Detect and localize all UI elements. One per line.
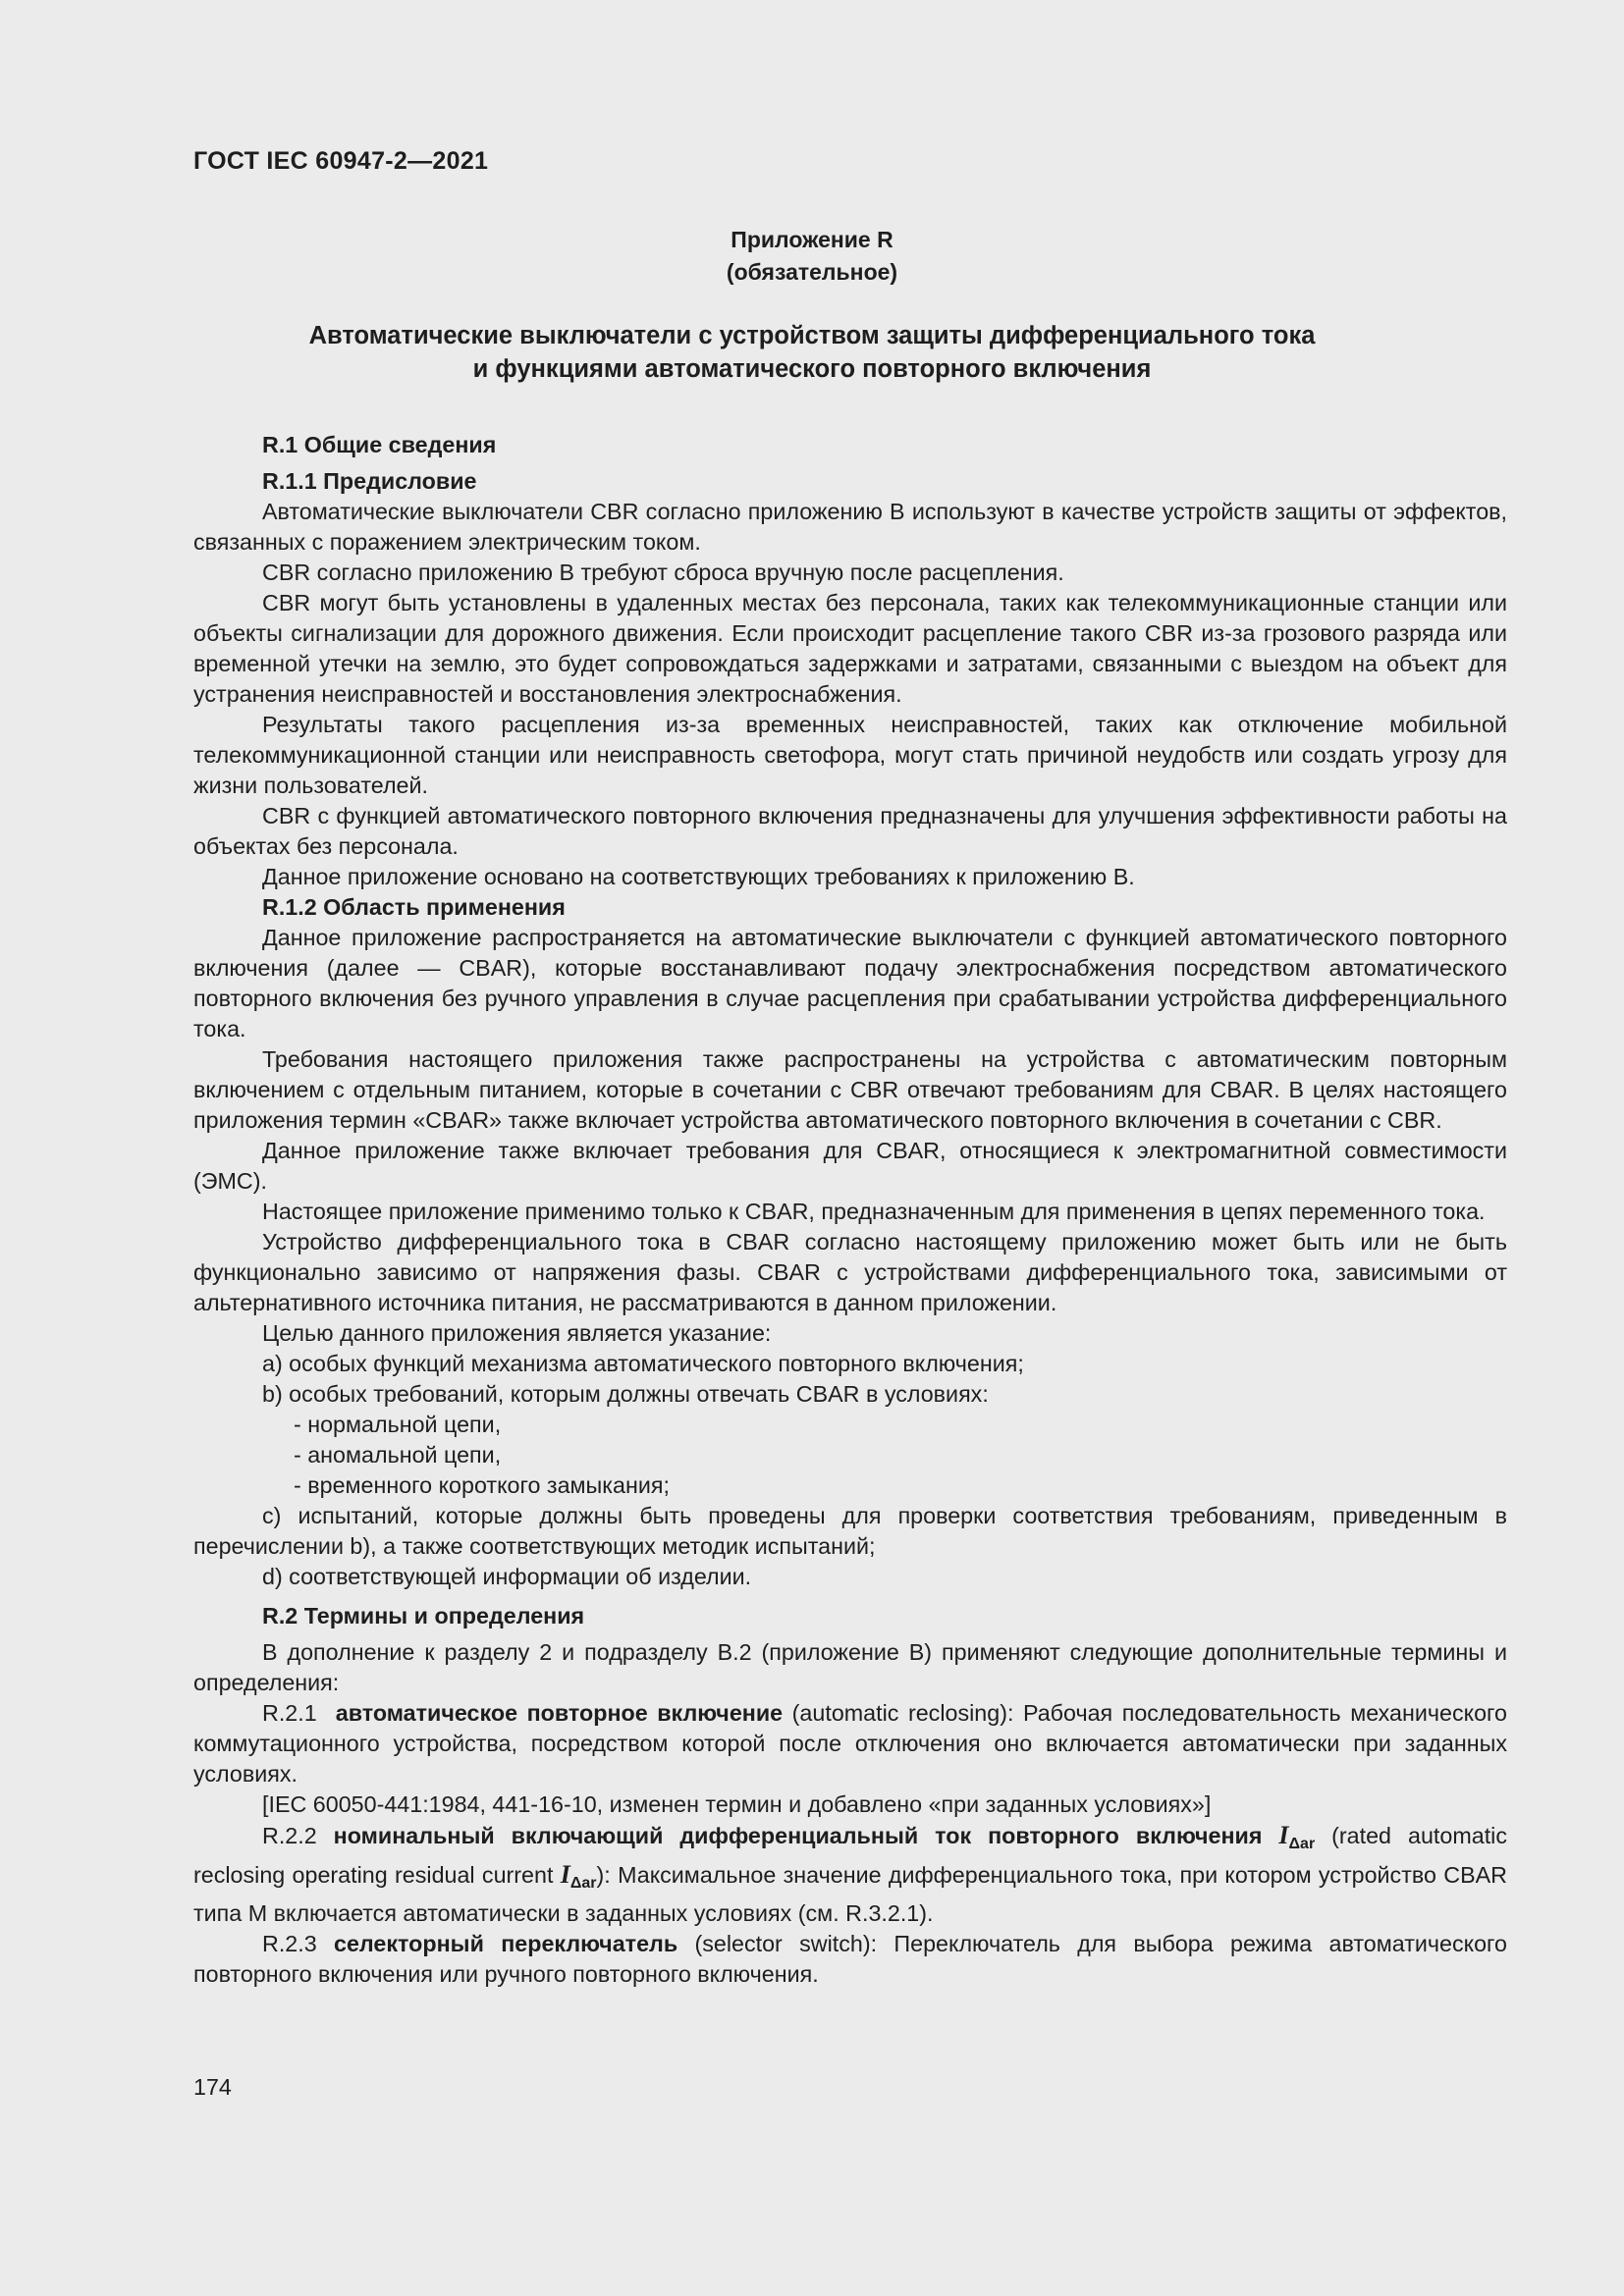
document-body: [193, 430, 1507, 1990]
paragraph: Целью данного приложения является указание:: [262, 1320, 772, 1346]
term-number: R.2.1: [262, 1700, 317, 1726]
appendix-title-line2: и функциями автоматического повторного включения: [472, 355, 1152, 383]
document-id: ГОСТ IEC 60947-2—2021: [193, 147, 489, 175]
definition-r22: [193, 1820, 1507, 1929]
appendix-heading: [0, 224, 1624, 289]
term-number: R.2.2: [262, 1823, 317, 1848]
definition-r23: [193, 1929, 1507, 1990]
list-item: d) соответствующей информации об изделии.: [262, 1564, 752, 1589]
term-definition: (selector switch): Переключатель для выбора режима автоматического повторного включения или ручного повторного включения.: [193, 1931, 1507, 1987]
term-source: [IEC 60050-441:1984, 441-16-10, изменен термин и добавлено «при заданных условиях»]: [262, 1791, 1212, 1817]
symbol: $I_{\Delta ar}$: [560, 1860, 597, 1892]
paragraph: Устройство дифференциального тока в CBAR согласно настоящему приложению может быть или не быть функционально зависимо от напряжения фазы. CBAR с устройствами дифференциального тока, зависимыми от альтернативного источника питания, не рассматриваются в данном приложении.: [193, 1229, 1507, 1315]
paragraph: Данное приложение также включает требования для CBAR, относящиеся к электромагнитной совместимости (ЭМС).: [193, 1138, 1507, 1194]
paragraph: CBR согласно приложению B требуют сброса вручную после расцепления.: [262, 560, 1064, 585]
appendix-title: [0, 319, 1624, 386]
term-definition: (automatic reclosing): Рабочая последовательность механического коммутационного устройства, посредством которой после отключения оно включается автоматически при заданных условиях.: [193, 1700, 1507, 1787]
section-r11-heading: R.1.1 Предисловие: [262, 468, 477, 494]
sub-list-item: - нормальной цепи,: [294, 1412, 502, 1437]
paragraph: Результаты такого расцепления из-за временных неисправностей, таких как отключение мобильной телекоммуникационной станции или неисправность светофора, могут стать причиной неудобств или создать угрозу для жизни пользователей.: [193, 712, 1507, 798]
section-r1-heading: R.1 Общие сведения: [262, 432, 497, 457]
symbol: $I_{\Delta ar}$: [1278, 1821, 1316, 1852]
paragraph: Настоящее приложение применимо только к CBAR, предназначенным для применения в цепях переменного тока.: [262, 1199, 1486, 1224]
section-r2-heading: R.2 Термины и определения: [262, 1603, 585, 1629]
term-name: селекторный переключатель: [334, 1931, 678, 1956]
appendix-status: (обязательное): [726, 259, 898, 285]
paragraph: Данное приложение основано на соответствующих требованиях к приложению B.: [262, 864, 1135, 889]
appendix-title-line1: Автоматические выключатели с устройством защиты дифференциального тока: [308, 322, 1316, 349]
paragraph: Данное приложение распространяется на автоматические выключатели с функцией автоматического повторного включения (далее — CBAR), которые восстанавливают подачу электроснабжения посредством автоматического повторного включения без ручного управления в случае расцепления при срабатывании устройства дифференциального тока.: [193, 925, 1507, 1041]
appendix-label: Приложение R: [731, 227, 893, 252]
sub-list-item: - аномальной цепи,: [294, 1442, 502, 1468]
page-number: 174: [193, 2074, 232, 2100]
term-name: автоматическое повторное включение: [335, 1700, 784, 1726]
paragraph: CBR могут быть установлены в удаленных местах без персонала, таких как телекоммуникационные станции или объекты сигнализации для дорожного движения. Если происходит расцепление такого CBR из-за грозового разряда или временной утечки на землю, это будет сопровождаться задержками и затратами, связанными с выездом на объект для устранения неисправностей и восстановления электроснабжения.: [193, 590, 1507, 707]
term-english: (rated automatic reclosing operating residual current: [193, 1823, 1507, 1888]
term-definition: ): Максимальное значение дифференциального тока, при котором устройство CBAR типа M включается автоматически в заданных условиях (см. R.3.2.1).: [193, 1862, 1507, 1926]
sub-list-item: - временного короткого замыкания;: [294, 1472, 670, 1498]
section-r12-heading: R.1.2 Область применения: [262, 894, 566, 920]
paragraph: Требования настоящего приложения также распространены на устройства с автоматическим повторным включением с отдельным питанием, которые в сочетании с CBR отвечают требованиям для CBAR. В целях настоящего приложения термин «CBAR» также включает устройства автоматического повторного включения в сочетании с CBR.: [193, 1046, 1507, 1133]
paragraph: В дополнение к разделу 2 и подразделу B.2 (приложение B) применяют следующие дополнительные термины и определения:: [193, 1639, 1507, 1695]
term-number: R.2.3: [262, 1931, 317, 1956]
list-item: a) особых функций механизма автоматического повторного включения;: [262, 1351, 1024, 1376]
term-name: номинальный включающий дифференциальный ток повторного включения: [333, 1823, 1263, 1848]
list-item: b) особых требований, которым должны отвечать CBAR в условиях:: [262, 1381, 989, 1407]
paragraph: Автоматические выключатели CBR согласно приложению B используют в качестве устройств защиты от эффектов, связанных с поражением электрическим током.: [193, 499, 1507, 555]
definition-r21: [193, 1698, 1507, 1789]
list-item: c) испытаний, которые должны быть проведены для проверки соответствия требованиям, приведенным в перечислении b), а также соответствующих методик испытаний;: [193, 1503, 1507, 1559]
paragraph: CBR с функцией автоматического повторного включения предназначены для улучшения эффективности работы на объектах без персонала.: [193, 803, 1507, 859]
